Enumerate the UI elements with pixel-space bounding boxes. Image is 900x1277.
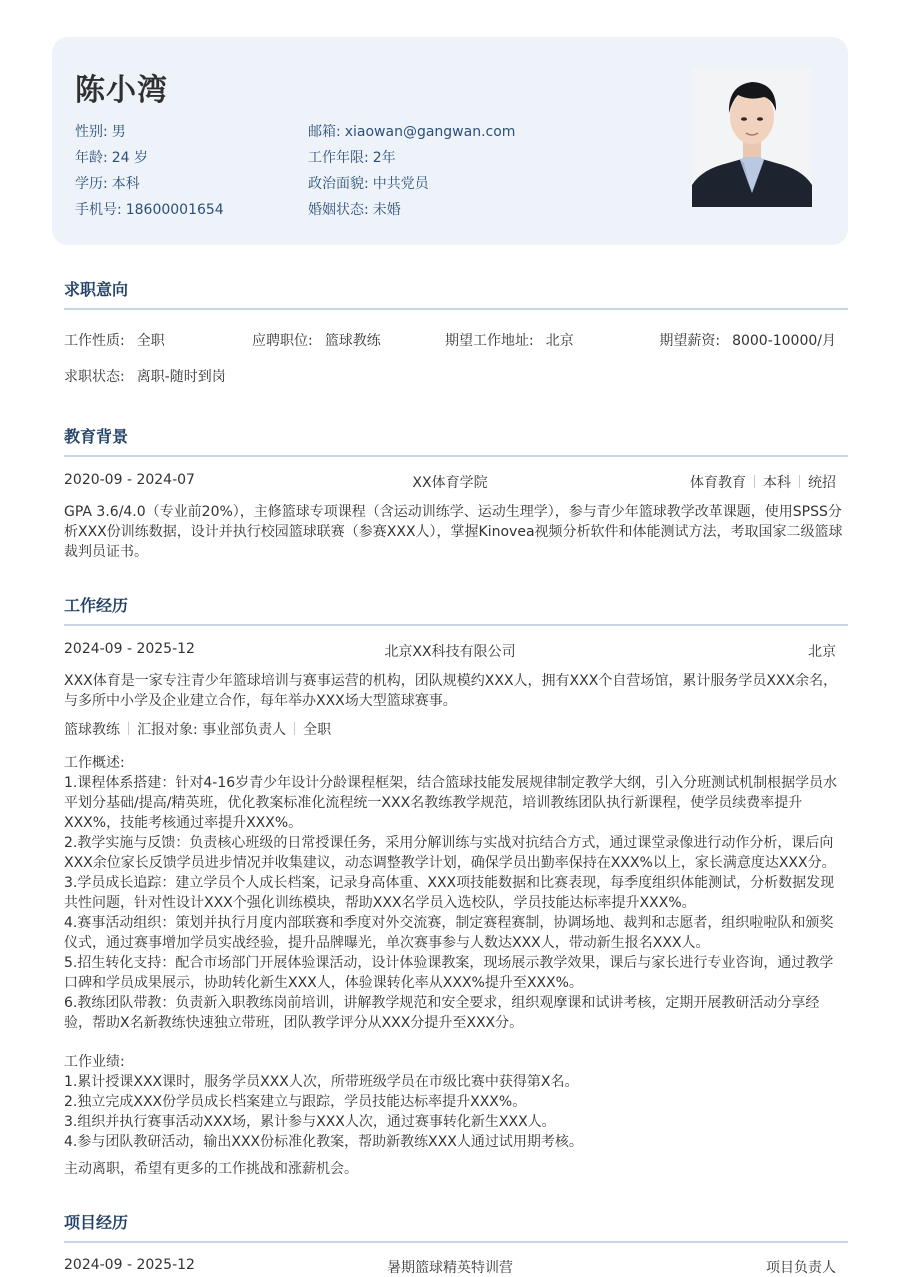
section-divider [64, 308, 848, 310]
overview-item: 5.招生转化支持：配合市场部门开展体验课活动，设计体验课教案，现场展示教学效果，课后与家长进行专业咨询，通过教学口碑和学员成果展示，协助转化新生XXX人，体验课转化率从XXX%提升至XXX%。 [64, 955, 834, 991]
phone-label: 手机号: [75, 202, 122, 218]
age-value: 24 岁 [111, 150, 148, 166]
enrollment-type: 统招 [808, 475, 836, 491]
section-divider [64, 455, 848, 457]
employment-type-tag: 全职 [303, 722, 332, 738]
education-label: 学历: [75, 176, 108, 192]
status-value: 离职-随时到岗 [136, 369, 226, 385]
email-label: 邮箱: [308, 124, 341, 140]
project-period: 2024-09 - 2025-12 [64, 1257, 195, 1273]
section-title-intent: 求职意向 [64, 280, 129, 299]
job-title-tag: 篮球教练 [64, 722, 120, 738]
status-label: 求职状态: [64, 369, 125, 385]
candidate-name: 陈小湾 [75, 73, 168, 108]
report-to-tag: 汇报对象: 事业部负责人 [137, 722, 287, 738]
project-name: 暑期篮球精英特训营 [387, 1260, 513, 1276]
work-row [64, 641, 836, 661]
education-value: 本科 [111, 176, 140, 192]
marital-value: 未婚 [372, 202, 401, 218]
profile-card [52, 37, 848, 245]
salary-value: 8000-10000/月 [732, 333, 836, 349]
leave-reason: 主动离职，希望有更多的工作挑战和涨薪机会。 [64, 1161, 358, 1177]
degree: 本科 [763, 475, 791, 491]
work-city: 北京 [808, 644, 836, 660]
section-divider [64, 1241, 848, 1243]
overview-title: 工作概述: [64, 755, 125, 771]
education-row [64, 472, 836, 492]
work-period: 2024-09 - 2025-12 [64, 641, 195, 657]
overview-item: 1.课程体系搭建：针对4-16岁青少年设计分龄课程框架，结合篮球技能发展规律制定教学大纲，引入分班测试机制根据学员水平划分基础/提高/精英班，优化教案标准化流程统一XXX名教练教学规范，培训教练团队执行新课程，使学员续费率提升XXX%，技能考核通过率提升XXX%。 [64, 775, 838, 831]
section-title-work: 工作经历 [64, 596, 129, 615]
major: 体育教育 [690, 475, 746, 491]
work-years-label: 工作年限: [308, 150, 369, 166]
work-results [64, 1052, 840, 1152]
overview-item: 3.学员成长追踪：建立学员个人成长档案，记录身高体重、XXX项技能数据和比赛表现，每季度组织体能测试，分析数据发现共性问题，针对性设计XXX个强化训练模块，帮助XXX名学员入选校队，学员技能达标率提升XXX%。 [64, 875, 835, 911]
intent-item [445, 330, 574, 350]
section-title-education: 教育背景 [64, 427, 129, 446]
intent-item [64, 330, 165, 350]
info-row [75, 147, 635, 173]
result-item: 1.累计授课XXX课时，服务学员XXX人次，所带班级学员在市级比赛中获得第X名。 [64, 1074, 579, 1090]
separator [799, 475, 800, 488]
intent-item [64, 366, 226, 386]
gender-label: 性别: [75, 124, 108, 140]
project-role: 项目负责人 [766, 1260, 836, 1276]
job-type-label: 工作性质: [64, 333, 125, 349]
political-value: 中共党员 [372, 176, 429, 192]
school-name: XX体育学院 [412, 475, 488, 491]
company-intro: XXX体育是一家专注青少年篮球培训与赛事运营的机构，团队规模约XXX人，拥有XXX个自营场馆，累计服务学员XXX余名，与多所中小学及企业建立合作，每年举办XXX场大型篮球赛事。 [64, 673, 838, 709]
salary-label: 期望薪资: [659, 333, 721, 349]
education-meta [690, 472, 836, 492]
company-name: 北京XX科技有限公司 [384, 644, 516, 660]
basic-info [75, 121, 635, 218]
email-value: xiaowan@gangwan.com [344, 124, 516, 140]
work-overview [64, 753, 840, 1033]
project-row [64, 1257, 836, 1277]
gender-value: 男 [111, 124, 126, 140]
phone-value: 18600001654 [125, 202, 224, 218]
education-period: 2020-09 - 2024-07 [64, 472, 195, 488]
profile-photo [692, 67, 812, 207]
job-type-value: 全职 [136, 333, 165, 349]
info-row [75, 121, 635, 147]
age-label: 年龄: [75, 150, 108, 166]
info-row [75, 173, 635, 199]
location-value: 北京 [545, 333, 574, 349]
separator [294, 722, 295, 735]
overview-item: 4.赛事活动组织：策划并执行月度内部联赛和季度对外交流赛，制定赛程赛制，协调场地、裁判和志愿者，组织啦啦队和颁奖仪式，通过赛事增加学员实战经验，提升品牌曝光，单次赛事参与人数达XXX人，带动新生报名XXX人。 [64, 915, 834, 951]
info-row [75, 199, 635, 225]
separator [754, 475, 755, 488]
work-years-value: 2年 [372, 150, 396, 166]
overview-item: 2.教学实施与反馈：负责核心班级的日常授课任务，采用分解训练与实战对抗结合方式，通过课堂录像进行动作分析，课后向XXX余位家长反馈学员进步情况并收集建议，动态调整教学计划，确保学员出勤率保持在XXX%以上，家长满意度达XXX分。 [64, 835, 836, 871]
marital-label: 婚姻状态: [308, 202, 369, 218]
education-description: GPA 3.6/4.0（专业前20%），主修篮球专项课程（含运动训练学、运动生理学），参与青少年篮球教学改革课题，使用SPSS分析XXX份训练数据，设计并执行校园篮球联赛（参赛XXX人），掌握Kinovea视频分析软件和体能测试方法，考取国家二级篮球裁判员证书。 [64, 504, 843, 560]
results-title: 工作业绩: [64, 1054, 125, 1070]
separator [128, 722, 129, 735]
work-tags [64, 719, 331, 739]
position-label: 应聘职位: [252, 333, 313, 349]
intent-item [659, 330, 836, 350]
political-label: 政治面貌: [308, 176, 369, 192]
section-divider [64, 624, 848, 626]
location-label: 期望工作地址: [445, 333, 534, 349]
section-title-project: 项目经历 [64, 1213, 129, 1232]
position-value: 篮球教练 [324, 333, 381, 349]
overview-item: 6.教练团队带教：负责新入职教练岗前培训，讲解教学规范和安全要求，组织观摩课和试讲考核，定期开展教研活动分享经验，帮助X名新教练快速独立带班，团队教学评分从XXX分提升至XXX分。 [64, 995, 820, 1031]
intent-item [252, 330, 381, 350]
result-item: 3.组织并执行赛事活动XXX场，累计参与XXX人次，通过赛事转化新生XXX人。 [64, 1114, 556, 1130]
result-item: 2.独立完成XXX份学员成长档案建立与跟踪，学员技能达标率提升XXX%。 [64, 1094, 527, 1110]
result-item: 4.参与团队教研活动，输出XXX份标准化教案，帮助新教练XXX人通过试用期考核。 [64, 1134, 583, 1150]
